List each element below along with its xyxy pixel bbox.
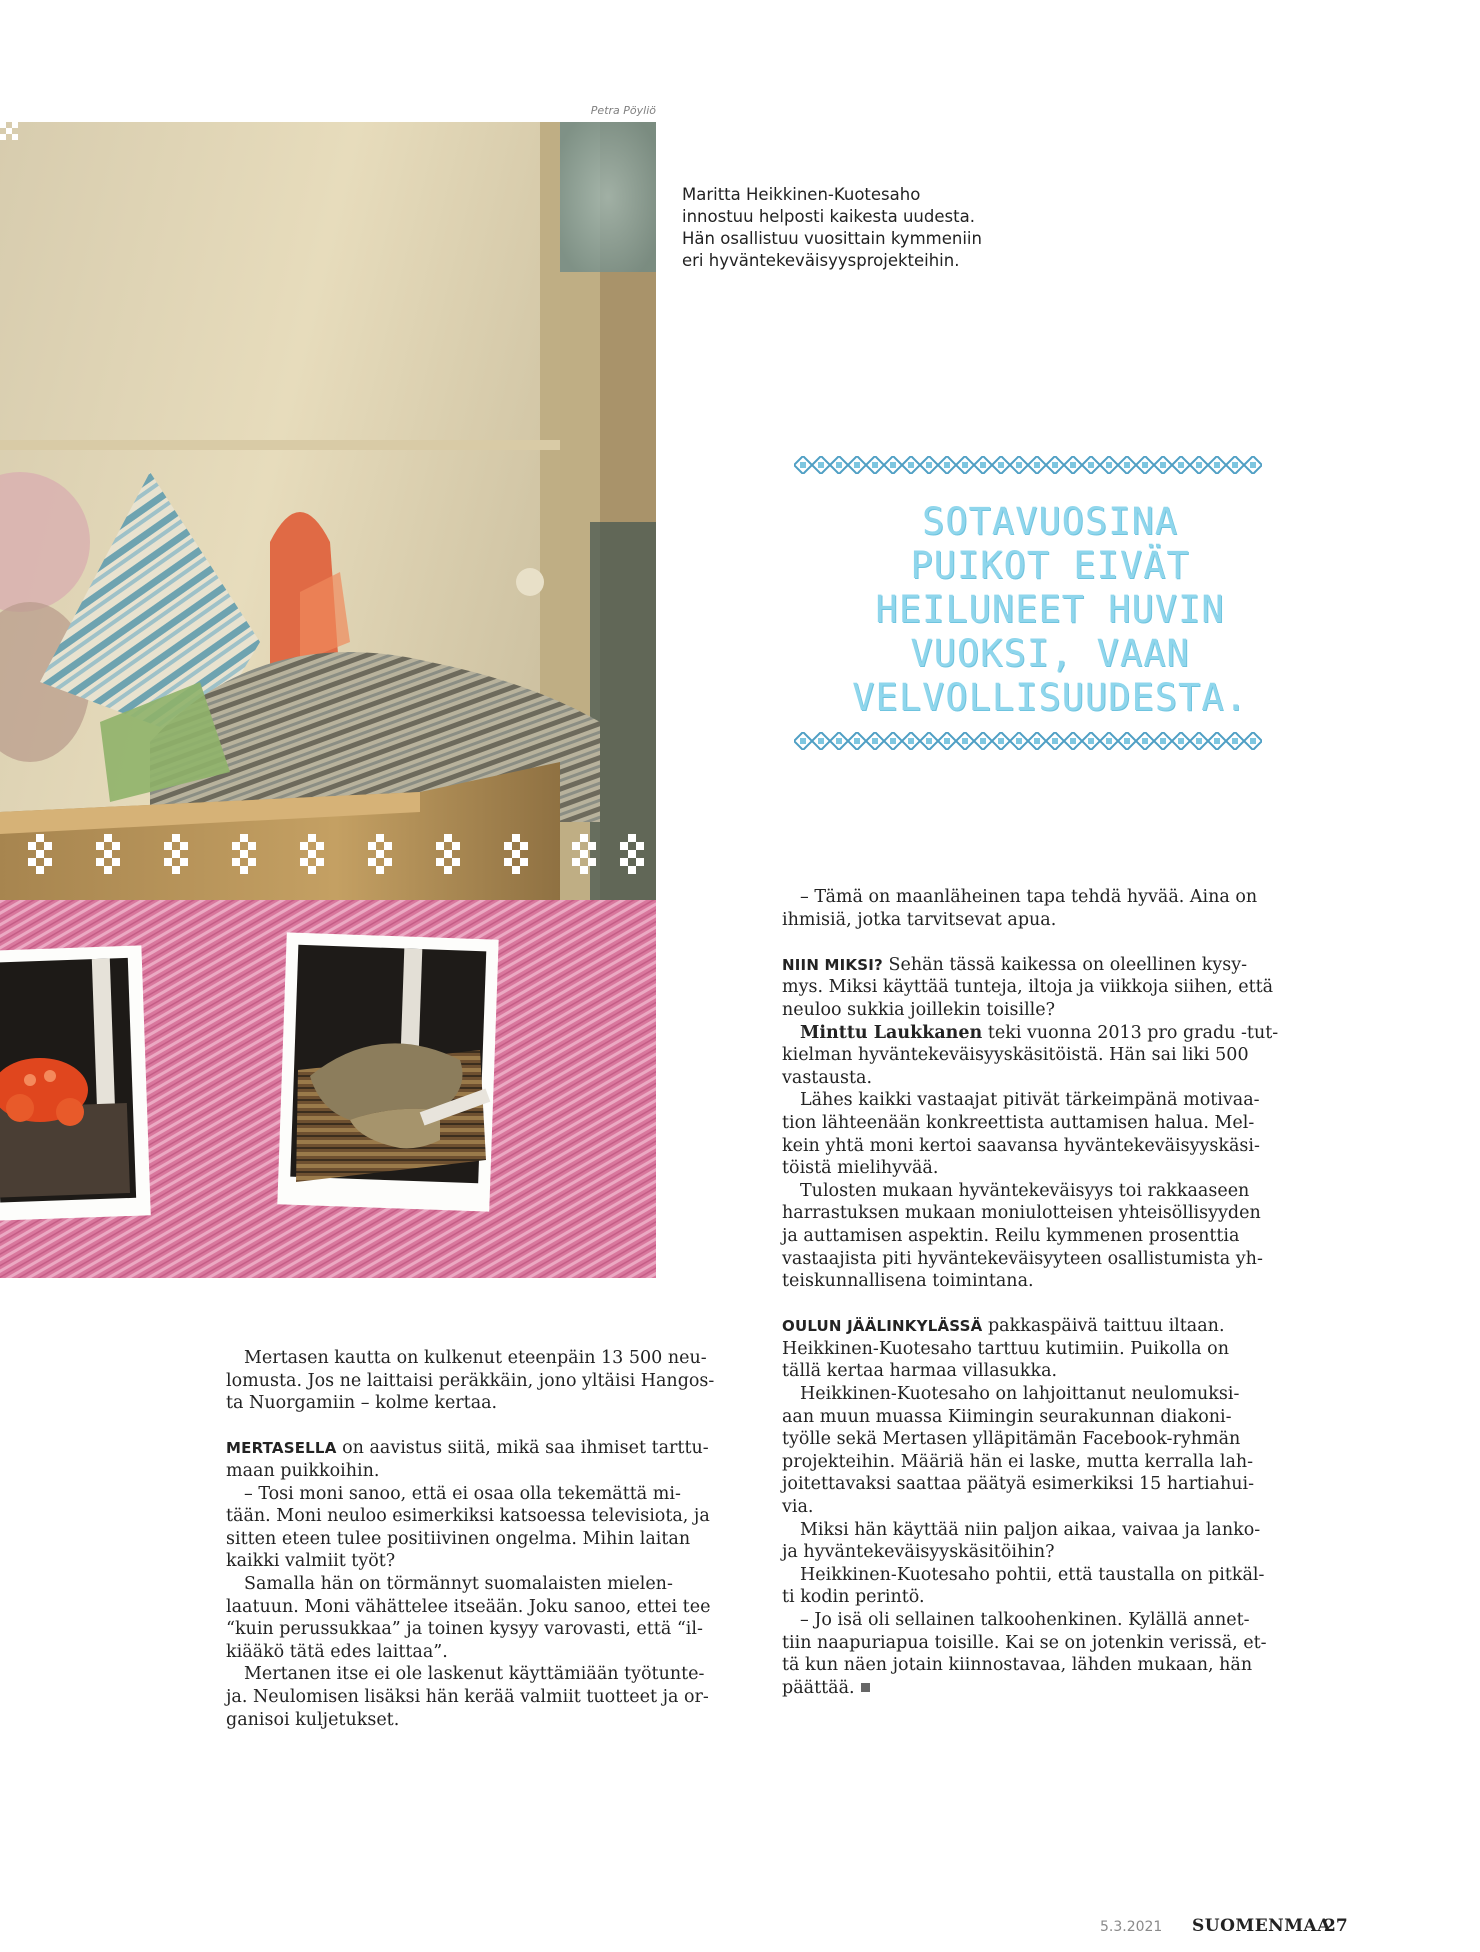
paragraph-line: Heikkinen-Kuotesaho pohtii, että taustalla on pitkäl- [800, 1564, 1265, 1585]
stitch-center [1052, 738, 1058, 744]
pull-quote-line: PUIKOT EIVÄT [910, 544, 1190, 587]
stitch-center [908, 738, 914, 744]
paragraph-line: maan puikkoihin. [226, 1460, 380, 1481]
stitch-center [980, 738, 986, 744]
stitch-center [872, 738, 878, 744]
cross-stitch-border-top [794, 456, 1262, 474]
paragraph-line: “kuin perussukkaa” ja toinen kysyy varovasti, että “il- [226, 1619, 703, 1640]
paragraph-line: NIIN MIKSI? Sehän tässä kaikessa on oleellinen kysy- [782, 954, 1248, 975]
paragraph-line: ihmisiä, jotka tarvitsevat apua. [782, 909, 1057, 930]
stitch-center [1070, 462, 1076, 468]
page-footer [1100, 1916, 1360, 1938]
stitch-center [944, 738, 950, 744]
stitch-center [962, 738, 968, 744]
stitch-center [908, 462, 914, 468]
stitch-center [854, 738, 860, 744]
stitch-center [854, 462, 860, 468]
paragraph-line: – Tämä on maanläheinen tapa tehdä hyvää. Aina on [800, 887, 1258, 907]
article-column-right [782, 886, 1302, 1699]
stitch-center [800, 462, 806, 468]
knitting-box-photo [0, 122, 656, 910]
paragraph-line: Heikkinen-Kuotesaho tarttuu kutimiin. Puikolla on [782, 1338, 1229, 1359]
cross-stitch-border-bottom [794, 732, 1262, 750]
stitch-center [1034, 738, 1040, 744]
stitch-center [998, 738, 1004, 744]
paragraph-line: kiääkö tätä edes laittaa”. [226, 1641, 448, 1662]
stitch-center [962, 462, 968, 468]
paragraph-line: – Tosi moni sanoo, että ei osaa olla tekemättä mi- [244, 1483, 681, 1504]
paragraph-line: Lähes kaikki vastaajat pitivät tärkeimpänä motivaa- [800, 1090, 1260, 1111]
stitch-center [998, 462, 1004, 468]
paragraph-line: Heikkinen-Kuotesaho on lahjoittanut neulomuksi- [800, 1384, 1240, 1405]
stitch-center [1214, 462, 1220, 468]
paragraph-line: Miksi hän käyttää niin paljon aikaa, vaivaa ja lanko- [800, 1519, 1261, 1540]
stitch-center [944, 462, 950, 468]
stitch-center [800, 738, 806, 744]
stitch-center [836, 462, 842, 468]
stitch-center [1214, 738, 1220, 744]
lead-in: MERTASELLA [226, 1439, 337, 1458]
stitch-center [1196, 462, 1202, 468]
stitch-center [1106, 738, 1112, 744]
stitch-center [1124, 738, 1130, 744]
lead-in: NIIN MIKSI? [782, 955, 883, 974]
paragraph-line: projekteihin. Määriä hän ei laske, mutta kerralla lah- [782, 1451, 1254, 1472]
stitch-center [1124, 462, 1130, 468]
paragraph-line: MERTASELLA on aavistus siitä, mikä saa ihmiset tarttu- [226, 1438, 709, 1459]
stitch-center [818, 462, 824, 468]
photo-credit: Petra Pöyliö [590, 104, 656, 117]
stitch-center [1088, 738, 1094, 744]
stitch-center [1088, 462, 1094, 468]
pull-quote-line: HEILUNEET HUVIN [875, 588, 1225, 631]
paragraph-line: Tulosten mukaan hyväntekeväisyys toi rakkaaseen [800, 1180, 1250, 1201]
paragraph-line: lomusta. Jos ne laittaisi peräkkäin, jono yltäisi Hangos- [226, 1370, 715, 1391]
paragraph-line: teiskunnallisena toimintana. [782, 1271, 1034, 1292]
stitch-center [1106, 462, 1112, 468]
paragraph-line: vastausta. [782, 1067, 873, 1088]
stitch-center [1178, 462, 1184, 468]
stitch-center [890, 738, 896, 744]
caption-line: innostuu helposti kaikesta uudesta. [682, 207, 975, 226]
paragraph-line: työlle sekä Mertasen ylläpitämän Facebook-ryhmän [782, 1429, 1241, 1450]
paragraph-line: Minttu Laukkanen teki vuonna 2013 pro gradu -tut- [800, 1022, 1279, 1043]
paragraph-line: ja hyväntekeväisyyskäsitöihin? [782, 1542, 1055, 1563]
paragraph-line: kein yhtä moni kertoi saavansa hyväntekeväisyyskäsi- [782, 1135, 1260, 1156]
paragraph-line: via. [782, 1497, 814, 1518]
paragraph-line: tä kun näen jotain kiinnostavaa, lähden mukaan, hän [782, 1655, 1253, 1676]
pull-quote [780, 456, 1320, 768]
stitch-center [1160, 738, 1166, 744]
stitch-center [1016, 738, 1022, 744]
stitch-center [1034, 462, 1040, 468]
stitch-center [1160, 462, 1166, 468]
paragraph-line: vastaajista piti hyväntekeväisyyteen osallistumista yh- [782, 1248, 1263, 1269]
caption-line: Hän osallistuu vuosittain kymmeniin [682, 229, 982, 248]
stitch-center [1232, 462, 1238, 468]
paragraph-line: – Jo isä oli sellainen talkoohenkinen. Kylällä annet- [800, 1610, 1250, 1630]
sock-stool-photo [277, 932, 498, 1211]
stitch-center [1016, 462, 1022, 468]
stitch-center [926, 738, 932, 744]
paragraph-line: laatuun. Moni vähättelee itseään. Joku sanoo, ettei tee [226, 1596, 711, 1617]
paragraph-line: tion lähteenään konkreettista auttamisen halua. Mel- [782, 1112, 1255, 1133]
paragraph-line: Mertanen itse ei ole laskenut käyttämiään työtunte- [244, 1664, 705, 1685]
paragraph-line: tiin naapuriapua toisille. Kai se on jotenkin verissä, et- [782, 1632, 1267, 1653]
pull-quote-line: VELVOLLISUUDESTA. [852, 676, 1248, 719]
article-column-left [226, 1347, 726, 1731]
stitch-center [1178, 738, 1184, 744]
stitch-center [1196, 738, 1202, 744]
caption-line: eri hyväntekeväisyysprojekteihin. [682, 251, 960, 270]
stitch-center [1250, 738, 1256, 744]
paragraph-line: joitettavaksi saattaa päätyä esimerkiksi 15 hartiahui- [782, 1474, 1255, 1495]
paragraph-line: töistä mielihyvää. [782, 1158, 939, 1179]
paragraph-line: ti kodin perintö. [782, 1587, 925, 1608]
stitch-center [818, 738, 824, 744]
photo-caption [682, 184, 1042, 272]
stitch-center [1070, 738, 1076, 744]
stitch-center [926, 462, 932, 468]
person-name: Minttu Laukkanen [800, 1022, 983, 1043]
stitch-center [1142, 738, 1148, 744]
stitch-center [1232, 738, 1238, 744]
stitch-center [1250, 462, 1256, 468]
pull-quote-line: VUOKSI, VAAN [910, 632, 1190, 675]
paragraph-line: sitten eteen tulee positiivinen ongelma. Mihin laitan [226, 1528, 691, 1549]
paragraph-line: harrastuksen mukaan moniulotteisen yhteisöllisyyden [782, 1203, 1261, 1224]
stitch-center [872, 462, 878, 468]
pull-quote-line: SOTAVUOSINA [921, 500, 1179, 543]
paragraph-line: kielman hyväntekeväisyyskäsitöistä. Hän sai liki 500 [782, 1045, 1249, 1066]
paragraph-line: ja auttamisen aspektin. Reilu kymmenen prosenttia [782, 1225, 1240, 1246]
lead-in: OULUN JÄÄLINKYLÄSSÄ [782, 1317, 983, 1336]
stitch-center [836, 738, 842, 744]
stitch-center [980, 462, 986, 468]
page-number: 27 [1324, 1916, 1348, 1936]
stitch-center [890, 462, 896, 468]
paragraph-line: Mertasen kautta on kulkenut eteenpäin 13 500 neu- [244, 1348, 707, 1368]
paragraph-line: neuloo sukkia joillekin toisille? [782, 999, 1056, 1020]
turtle-toy-photo [0, 945, 151, 1220]
issue-date: 5.3.2021 [1100, 1919, 1163, 1935]
stitch-center [1052, 462, 1058, 468]
pink-fabric-panel [0, 900, 656, 1278]
pull-quote-text [780, 500, 1320, 720]
paragraph-line: Samalla hän on törmännyt suomalaisten mielen- [244, 1573, 673, 1594]
paragraph-line: mys. Miksi käyttää tunteja, iltoja ja viikkoja siihen, että [782, 977, 1274, 998]
caption-line: Maritta Heikkinen-Kuotesaho [682, 185, 921, 204]
paragraph-line: kaikki valmiit työt? [226, 1551, 396, 1572]
paragraph-line: aan muun muassa Kiimingin seurakunnan diakoni- [782, 1406, 1232, 1427]
paragraph-line: ta Nuorgamiin – kolme kertaa. [226, 1393, 498, 1414]
paragraph-line: ja. Neulomisen lisäksi hän kerää valmiit tuotteet ja or- [226, 1686, 709, 1707]
magazine-name: SUOMENMAA [1192, 1916, 1331, 1936]
end-mark-icon [861, 1683, 870, 1692]
paragraph-line: päättää. [782, 1677, 1302, 1700]
paragraph-line: OULUN JÄÄLINKYLÄSSÄ pakkaspäivä taittuu iltaan. [782, 1316, 1225, 1337]
paragraph-line: ganisoi kuljetukset. [226, 1709, 400, 1730]
paragraph-line: tällä kertaa harmaa villasukka. [782, 1361, 1058, 1382]
stitch-center [1142, 462, 1148, 468]
paragraph-line: tään. Moni neuloo esimerkiksi katsoessa televisiota, ja [226, 1506, 710, 1527]
